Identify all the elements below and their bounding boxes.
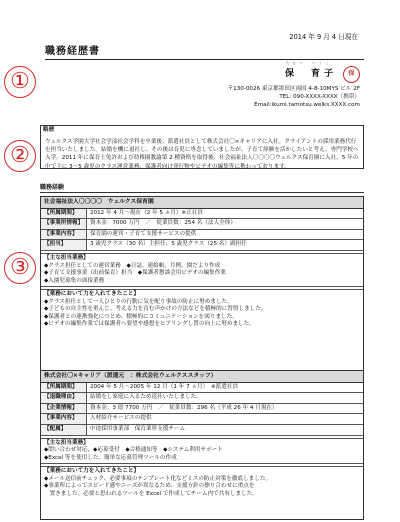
info-row	[41, 230, 363, 241]
info-row	[41, 383, 363, 394]
row-value: 2012 年 4 月～現在（2 年 5 ヵ月）※正社員	[90, 209, 203, 216]
tasks-section	[41, 439, 363, 465]
applicant-name-block	[200, 61, 360, 83]
task-line: ◆入園児募集の面接業務	[44, 277, 105, 284]
company-name: 株式会社〇×キャリア（派遣元 ：株式会社ウェルクススタッフ）	[41, 371, 363, 383]
name-seal-stamp: 保	[343, 66, 360, 83]
row-key: 【事業所情報】	[41, 219, 87, 229]
row-value: 資本金：7000 万円 ／ 従業員数：254 名（法人全体）	[90, 220, 236, 227]
focus-line: 置きました。必要と思われるツールを Excel で作成してチーム内で共有しました。	[44, 490, 258, 497]
focus-line: ◆事業所によってスピード感やニーズが異なるため、支援方針の擦り合わせに重点を	[44, 483, 255, 490]
document-date: 2014 年 9 月 4 日現在	[289, 33, 358, 41]
document-title: 職務経歴書	[45, 46, 100, 57]
info-row	[41, 209, 363, 220]
task-line: ◆Excel 等を使用した、簡単な応募管理ツールの作成	[44, 454, 177, 461]
row-key: 【退職理由】	[41, 393, 87, 403]
focus-line: ◆子どもの自主性を重んじ、考える力を育む声かけの方法などを積極的に習得しました。	[44, 306, 267, 313]
row-value: 2004 年 5 月～2005 年 12 月（1 年 7 ヵ月） ※派遣社員	[90, 383, 239, 390]
task-line: ◆子育て支援事業（出前保育）担当 ◆保護者懇談会用ビデオの編集作業	[44, 270, 226, 277]
tasks-title: 【主な担当業務】	[44, 439, 89, 446]
row-value: 3 歳児クラス（30 名）主担任、5 歳児クラス（25 名）副担任	[90, 241, 247, 248]
info-row	[41, 219, 363, 230]
focus-title: 【業務において力を入れてきたこと】	[44, 291, 140, 298]
row-key: 【企業情報】	[41, 404, 87, 414]
focus-title: 【業務において力を入れてきたこと】	[44, 468, 140, 475]
focus-line: ◆メール送信前チェック、必要事項のテンプレート化などミスの防止対策を徹底しました。	[44, 475, 272, 482]
address-line: 〒130-0026 東京都墨田区両国 4-8-10MYS ビル 2F	[227, 86, 360, 92]
company-section-2	[40, 370, 364, 520]
title-divider	[45, 59, 364, 60]
row-value: 保育園の運営・子育て支援サービスの提供	[90, 230, 197, 237]
info-row	[41, 414, 363, 425]
phone-line: TEL: 090-XXXX-XXXX（携帯）	[279, 94, 360, 101]
experience-divider	[40, 192, 364, 193]
annotation-marker-2: ②	[4, 140, 36, 172]
summary-heading: 略歴	[43, 127, 55, 133]
contact-info	[120, 85, 360, 109]
tasks-section	[41, 254, 363, 287]
company-section-1	[40, 196, 364, 374]
row-key: 【担当】	[41, 240, 87, 250]
email-line: Email:ikumi.tamotsu.welks.XXXX.com	[254, 102, 360, 109]
info-row	[41, 240, 363, 251]
summary-box	[40, 125, 364, 169]
task-line: ◆問い合わせ対応、◆応募受付 ◆合格通知等 ◆システム利用サポート	[44, 447, 223, 454]
row-value: 結婚をし家庭に入るため退社いたしました。	[90, 394, 202, 401]
row-value: 人材紹介サービスの提供	[90, 415, 152, 422]
annotation-marker-3: ③	[4, 252, 36, 284]
info-row	[41, 393, 363, 404]
focus-line: ◆ビデオの編集作業では保護者へ要望や感想をヒアリングし質の向上に努めました。	[44, 321, 255, 328]
info-row	[41, 404, 363, 415]
row-key: 【配属】	[41, 425, 87, 435]
focus-section	[41, 467, 363, 499]
name-ruby: たもつ いくこ	[285, 61, 332, 65]
row-key: 【事業内容】	[41, 230, 87, 240]
info-row	[41, 425, 363, 436]
applicant-name: 保 育子	[284, 69, 337, 80]
experience-heading: 職務経験	[40, 184, 65, 191]
tasks-title: 【主な担当業務】	[44, 255, 89, 261]
row-key: 【所属期間】	[41, 209, 87, 219]
row-key: 【事業内容】	[41, 414, 87, 424]
focus-line: ◆クラス担任として一人ひとりの行動に気を配り事故の防止に努めました。	[44, 298, 233, 305]
row-key: 【所属期間】	[41, 383, 87, 393]
summary-text: ウェルクス学園大学社会学部社会学科を卒業後、派遣社員として株式会社〇×キャリアに入社。クライアントの採用業務代行を担当いたしました。結婚を機に退社し、その後は育児に専念していましたが、子育て経験を活かしたいと考え、専門学校へ入学。2011 年に保育士免許および幼稚園教諭第 2 種資格を取得後、社会福祉法人〇〇〇〇ウェルクス保育園に入社。5 年の中で主に 3～5 歳児のクラス運営業務、保護者向け発行物やビデオの編集等に携わっております。	[45, 138, 359, 170]
focus-line: ◆保護者との連携強化につとめ、積極的にコミュニケーションを図りました。	[44, 313, 238, 320]
task-line: ◆クラス担任としての運営業務 ◆日誌、連絡帳、月例、園だより作成	[44, 262, 221, 269]
row-value: 中途採用事業部 保育業界支援チーム	[90, 426, 186, 432]
row-value: 資本金：3 億 7700 万円 ／ 従業員数：296 名（平成 26 年 4 月現在）	[90, 404, 278, 411]
annotation-marker-1: ①	[4, 66, 36, 98]
focus-section	[41, 290, 363, 330]
company-name: 社会福祉法人〇〇〇〇 ウェルクス保育園	[41, 197, 363, 209]
